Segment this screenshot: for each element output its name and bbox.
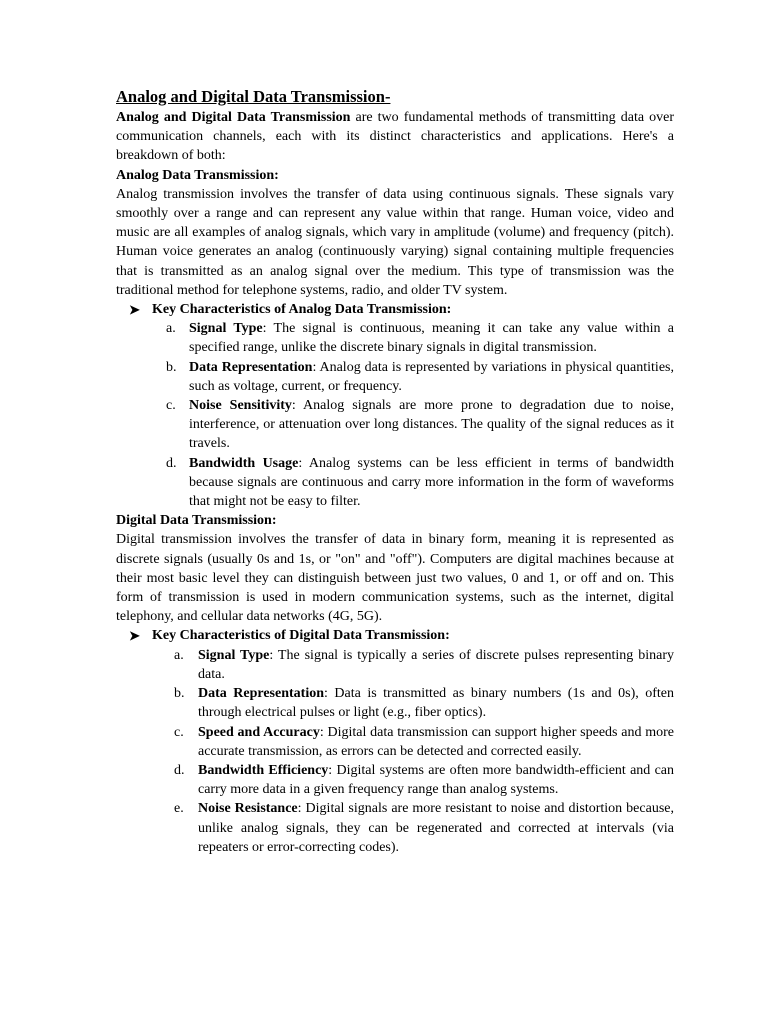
document-page <box>116 86 674 857</box>
list-item-term: Data Representation <box>198 686 325 702</box>
list-item <box>116 646 674 684</box>
list-marker: d. <box>174 762 185 778</box>
list-item-term: Signal Type <box>189 321 263 337</box>
document-title: Analog and Digital Data Transmission- <box>116 87 391 106</box>
list-marker: a. <box>166 321 176 337</box>
digital-paragraph: Digital transmission involves the transfer of data in binary form, meaning it is represented as discrete signals (usually 0s and 1s, or "on" and "off"). Computers are digital machines because at their most basic level they can distinguish between just two values, 0 and 1, or off and on. This form of transmission is used in modern communication systems, such as the internet, digital telephony, and cellular data networks (4G, 5G). <box>116 532 674 625</box>
digital-key-heading <box>116 626 674 645</box>
list-item <box>116 684 674 722</box>
list-item <box>116 799 674 857</box>
list-item-text: : The signal is typically a series of discrete pulses representing binary data. <box>198 647 674 682</box>
list-marker: b. <box>174 686 185 702</box>
analog-paragraph: Analog transmission involves the transfer of data using continuous signals. These signals vary smoothly over a range and can represent any value within that range. Human voice, video and music are all examples of analog signals, which vary in amplitude (volume) and frequency (pitch). Human voice generates an analog (continuously varying) signal containing multiple frequencies that is transmitted as an analog signal over the medium. This type of transmission was the traditional method for telephone systems, radio, and older TV system. <box>116 186 674 298</box>
intro-paragraph <box>116 108 674 166</box>
list-marker: c. <box>174 724 184 740</box>
list-marker: e. <box>174 801 184 817</box>
list-marker: d. <box>166 455 177 471</box>
list-item-text: : Digital signals are more resistant to noise and distortion because, unlike analog signals, they can be regenerated and corrected at intervals (via repeaters or error-correcting codes). <box>198 801 674 855</box>
analog-key-heading <box>116 300 674 319</box>
arrow-bullet-icon: ➤ <box>129 302 140 318</box>
list-item-text: : Digital systems are often more bandwidth-efficient and can carry more data in a given frequency range than analog systems. <box>198 762 674 798</box>
digital-characteristics-list <box>116 646 674 857</box>
digital-key-heading-text: Key Characteristics of Digital Data Transmission: <box>152 628 450 644</box>
list-item <box>116 396 674 454</box>
digital-heading: Digital Data Transmission: <box>116 513 277 529</box>
analog-heading: Analog Data Transmission: <box>116 167 279 183</box>
list-item <box>116 454 674 512</box>
list-item <box>116 319 674 357</box>
list-item-term: Bandwidth Efficiency <box>198 762 329 778</box>
list-item-text: : Analog data is represented by variations in physical quantities, such as voltage, current, or frequency. <box>189 359 674 394</box>
list-item <box>116 723 674 761</box>
list-marker: a. <box>174 647 184 663</box>
list-item <box>116 761 674 799</box>
list-item-text: : Analog systems can be less efficient in terms of bandwidth because signals are continuous and carry more information in the form of waveforms that might not be easy to filter. <box>189 455 674 510</box>
list-item-text: : The signal is continuous, meaning it can take any value within a specified range, unlike the discrete binary signals in digital transmission. <box>189 321 674 356</box>
list-item-term: Data Representation <box>189 359 313 375</box>
analog-characteristics-list <box>116 319 674 511</box>
list-item-term: Signal Type <box>198 647 270 663</box>
list-item-text: : Analog signals are more prone to degradation due to noise, interference, or attenuation over long distances. The quality of the signal reduces as it travels. <box>189 398 675 452</box>
arrow-bullet-icon: ➤ <box>129 628 140 644</box>
list-item-text: : Digital data transmission can support higher speeds and more accurate transmission, as errors can be detected and corrected easily. <box>198 724 674 759</box>
list-item-text: : Data is transmitted as binary numbers (1s and 0s), often through electrical pulses or light (e.g., fiber optics). <box>198 686 674 721</box>
analog-key-heading-text: Key Characteristics of Analog Data Transmission: <box>152 302 452 318</box>
list-item-term: Noise Sensitivity <box>189 398 292 414</box>
intro-text: are two fundamental methods of transmitting data over communication channels, each with its distinct characteristics and applications. Here's a breakdown of both: <box>116 110 674 164</box>
list-item-term: Noise Resistance <box>198 801 298 817</box>
intro-bold-lead: Analog and Digital Data Transmission <box>116 110 351 125</box>
list-marker: c. <box>166 398 176 414</box>
list-item <box>116 358 674 396</box>
list-item-term: Bandwidth Usage <box>189 455 299 471</box>
list-marker: b. <box>166 359 177 375</box>
list-item-term: Speed and Accuracy <box>198 724 320 740</box>
